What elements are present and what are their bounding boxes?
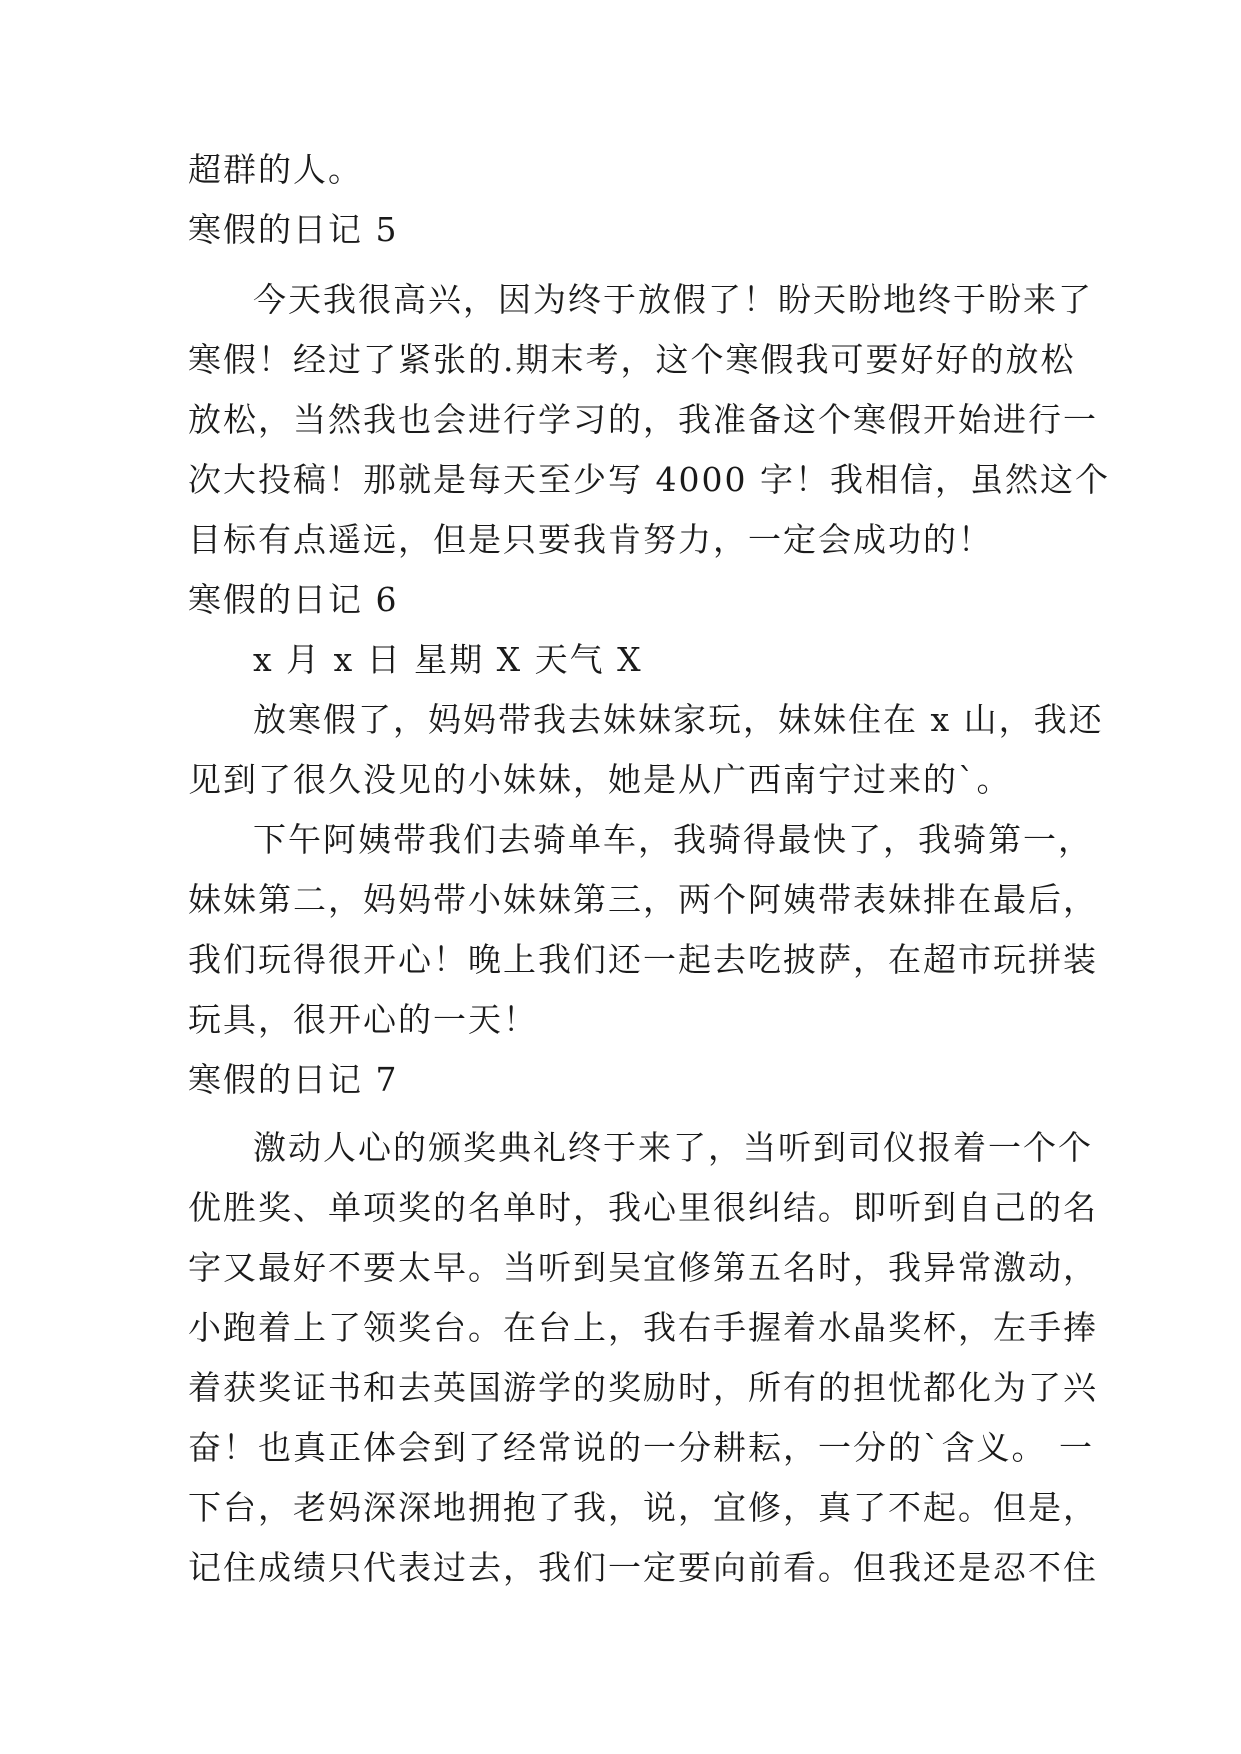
text-line: 超群的人。: [188, 150, 363, 189]
text-line: 优胜奖、单项奖的名单时，我心里很纠结。即听到自己的名: [188, 1188, 1098, 1227]
text-line: 下台，老妈深深地拥抱了我，说，宜修，真了不起。但是，: [188, 1488, 1098, 1527]
text-line: x 月 x 日 星期 X 天气 X: [253, 640, 643, 679]
text-line: 激动人心的颁奖典礼终于来了，当听到司仪报着一个个: [253, 1128, 1093, 1167]
text-line: 记住成绩只代表过去，我们一定要向前看。但我还是忍不住: [188, 1548, 1098, 1587]
section-heading: 寒假的日记 5: [188, 210, 399, 249]
text-line: 我们玩得很开心！晚上我们还一起去吃披萨，在超市玩拼装: [188, 940, 1098, 979]
text-line: 字又最好不要太早。当听到吴宜修第五名时，我异常激动，: [188, 1248, 1098, 1287]
section-heading: 寒假的日记 6: [188, 580, 399, 619]
text-line: 寒假！经过了紧张的.期末考，这个寒假我可要好好的放松: [188, 340, 1076, 379]
text-line: 下午阿姨带我们去骑单车，我骑得最快了，我骑第一，: [253, 820, 1093, 859]
text-line: 放松，当然我也会进行学习的，我准备这个寒假开始进行一: [188, 400, 1098, 439]
text-line: 小跑着上了领奖台。在台上，我右手握着水晶奖杯，左手捧: [188, 1308, 1098, 1347]
text-line: 目标有点遥远，但是只要我肯努力，一定会成功的！: [188, 520, 993, 559]
text-line: 次大投稿！那就是每天至少写 4000 字！我相信，虽然这个: [188, 460, 1110, 499]
text-line: 玩具，很开心的一天！: [188, 1000, 538, 1039]
section-heading: 寒假的日记 7: [188, 1060, 399, 1099]
text-line: 放寒假了，妈妈带我去妹妹家玩，妹妹住在 x 山，我还: [253, 700, 1104, 739]
text-line: 着获奖证书和去英国游学的奖励时，所有的担忧都化为了兴: [188, 1368, 1098, 1407]
text-line: 见到了很久没见的小妹妹，她是从广西南宁过来的`。: [188, 760, 1012, 799]
text-line: 妹妹第二，妈妈带小妹妹第三，两个阿姨带表妹排在最后，: [188, 880, 1098, 919]
text-line: 奋！也真正体会到了经常说的一分耕耘，一分的`含义。 一: [188, 1428, 1094, 1467]
text-line: 今天我很高兴，因为终于放假了！盼天盼地终于盼来了: [253, 280, 1093, 319]
